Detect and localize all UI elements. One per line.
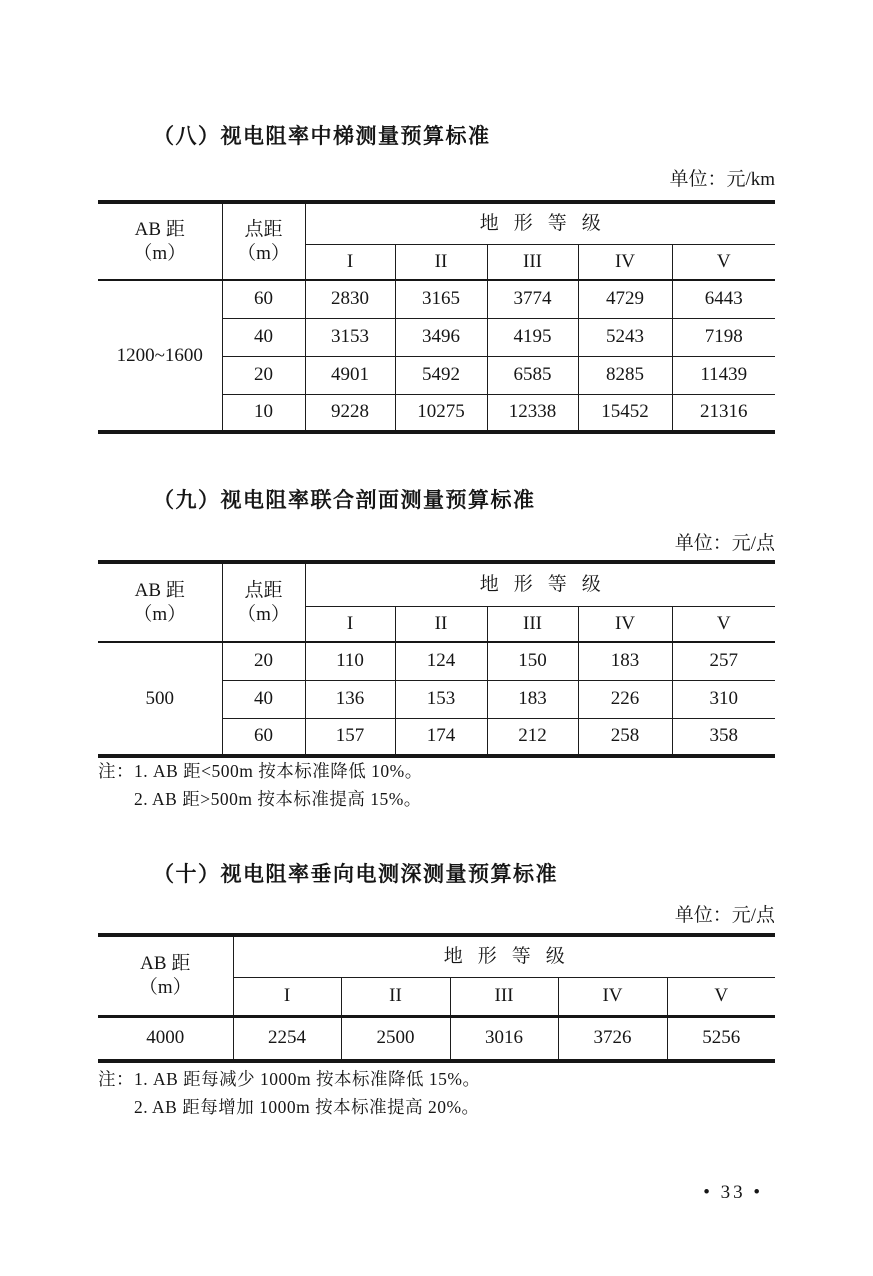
table-cell: 212 [487,718,578,756]
grade-header-3: III [487,244,578,280]
ab-distance-cell: 1200~1600 [98,280,222,432]
point-distance-cell: 60 [222,718,305,756]
section-9-unit-label: 单位：元/点 [674,533,775,554]
table-row [98,1016,775,1061]
table-cell: 3016 [450,1016,558,1061]
point-distance-cell: 10 [222,394,305,432]
table-cell: 136 [305,680,395,718]
grade-header-5: V [667,977,775,1016]
table-cell: 150 [487,642,578,680]
table-cell: 358 [672,718,775,756]
grade-header-1: I [233,977,341,1016]
table-cell: 4901 [305,356,395,394]
table-cell: 174 [395,718,487,756]
terrain-grade-header: 地形等级 [305,562,775,606]
table-cell: 3165 [395,280,487,318]
table-row [98,280,775,318]
table-cell: 4195 [487,318,578,356]
table-cell: 12338 [487,394,578,432]
point-distance-header [222,562,305,642]
table-cell: 183 [578,642,672,680]
terrain-grade-header: 地形等级 [305,202,775,244]
table-cell: 5243 [578,318,672,356]
ab-distance-cell: 4000 [98,1016,233,1061]
section-8-table [98,200,775,434]
table-cell: 310 [672,680,775,718]
table-cell: 8285 [578,356,672,394]
ab-distance-header-line1: AB 距 [134,579,185,601]
ab-distance-header [98,562,222,642]
section-10-title: （十）视电阻率垂向电测深测量预算标准 [153,862,558,886]
table-cell: 15452 [578,394,672,432]
table-cell: 4729 [578,280,672,318]
grade-header-2: II [395,606,487,642]
point-distance-header-line1: 点距 [244,218,283,240]
terrain-grade-header: 地形等级 [233,935,775,977]
note-line: 注：1. AB 距每减少 1000m 按本标准降低 15%。 [98,1069,481,1089]
point-distance-cell: 20 [222,642,305,680]
section-8-title: （八）视电阻率中梯测量预算标准 [153,124,491,148]
ab-distance-header [98,935,233,1016]
grade-header-4: IV [558,977,667,1016]
ab-distance-header [98,202,222,280]
table-cell: 2830 [305,280,395,318]
point-distance-cell: 60 [222,280,305,318]
table-cell: 6585 [487,356,578,394]
point-distance-cell: 40 [222,318,305,356]
point-distance-header-line2: （m） [237,242,290,264]
ab-distance-cell: 500 [98,642,222,756]
grade-header-3: III [450,977,558,1016]
table-cell: 5492 [395,356,487,394]
grade-header-4: IV [578,244,672,280]
table-cell: 2500 [341,1016,450,1061]
section-10-unit-label: 单位：元/点 [674,905,775,926]
note-line: 2. AB 距每增加 1000m 按本标准提高 20%。 [134,1097,480,1117]
table-cell: 257 [672,642,775,680]
section-9-table [98,560,775,758]
table-cell: 21316 [672,394,775,432]
table-cell: 10275 [395,394,487,432]
grade-header-2: II [395,244,487,280]
grade-header-3: III [487,606,578,642]
table-cell: 110 [305,642,395,680]
table-cell: 5256 [667,1016,775,1061]
note-line: 2. AB 距>500m 按本标准提高 15%。 [134,789,422,809]
table-cell: 124 [395,642,487,680]
section-9-title: （九）视电阻率联合剖面测量预算标准 [153,488,536,512]
section-10-table [98,933,775,1063]
table-cell: 153 [395,680,487,718]
grade-header-5: V [672,244,775,280]
table-cell: 157 [305,718,395,756]
ab-distance-header-line2: （m） [133,242,187,264]
ab-distance-header-line1: AB 距 [134,218,185,240]
section-8-unit-label: 单位：元/km [669,169,775,190]
page-number: • 33 • [703,1182,763,1203]
grade-header-5: V [672,606,775,642]
table-cell: 6443 [672,280,775,318]
table-cell: 183 [487,680,578,718]
point-distance-header-line1: 点距 [244,579,283,601]
grade-header-1: I [305,606,395,642]
grade-header-4: IV [578,606,672,642]
table-cell: 3774 [487,280,578,318]
table-cell: 3496 [395,318,487,356]
table-cell: 258 [578,718,672,756]
table-cell: 2254 [233,1016,341,1061]
table-cell: 9228 [305,394,395,432]
table-cell: 3726 [558,1016,667,1061]
grade-header-2: II [341,977,450,1016]
grade-header-1: I [305,244,395,280]
table-cell: 226 [578,680,672,718]
table-row [98,642,775,680]
table-cell: 11439 [672,356,775,394]
ab-distance-header-line2: （m） [138,976,192,998]
note-line: 注：1. AB 距<500m 按本标准降低 10%。 [98,761,423,781]
point-distance-header-line2: （m） [237,603,290,625]
point-distance-cell: 40 [222,680,305,718]
table-cell: 3153 [305,318,395,356]
point-distance-header [222,202,305,280]
ab-distance-header-line1: AB 距 [140,953,191,974]
point-distance-cell: 20 [222,356,305,394]
ab-distance-header-line2: （m） [133,603,187,625]
table-cell: 7198 [672,318,775,356]
